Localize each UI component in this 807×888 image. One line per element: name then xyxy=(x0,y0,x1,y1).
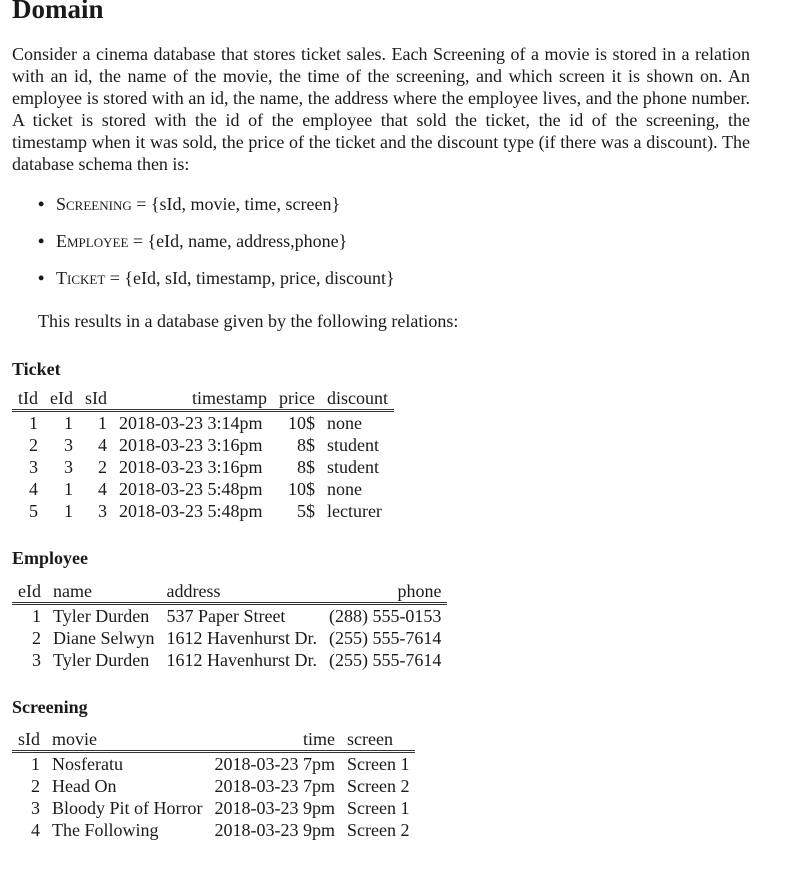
table-cell: Diane Selwyn xyxy=(52,628,155,648)
table-cell: 537 Paper Street xyxy=(166,606,286,626)
table-cell: Nosferatu xyxy=(52,754,123,774)
table-row xyxy=(12,627,447,649)
table-cell: 2018-03-23 5:48pm xyxy=(118,501,263,521)
table-cell: 1 xyxy=(97,413,107,433)
table-cell: 1 xyxy=(31,606,41,626)
column-header: price xyxy=(273,387,321,411)
column-header: address xyxy=(160,580,322,604)
table-cell: (255) 555-7614 xyxy=(328,628,442,648)
table-cell: 1 xyxy=(31,754,40,774)
ticket-table-title: Ticket xyxy=(12,359,61,379)
table-cell: student xyxy=(326,435,379,455)
table-header-row xyxy=(12,580,447,604)
column-header: movie xyxy=(46,728,209,752)
bullet-icon: • xyxy=(38,268,45,288)
table-cell: 1 xyxy=(29,413,38,433)
bullet-icon: • xyxy=(38,194,45,214)
table-row xyxy=(12,819,415,841)
table-cell: Tyler Durden xyxy=(52,606,150,626)
table-cell: Head On xyxy=(52,776,117,796)
table-cell: Screen 1 xyxy=(347,754,410,774)
table-cell: none xyxy=(326,413,362,433)
table-cell: Screen 1 xyxy=(347,798,410,818)
table-cell: 2 xyxy=(29,435,38,455)
screening-table xyxy=(12,728,415,841)
table-row xyxy=(12,500,394,522)
table-cell: lecturer xyxy=(326,501,382,521)
relation-definition: = {eId, name, address,phone} xyxy=(128,231,348,251)
column-header: eId xyxy=(12,580,47,604)
bullet-icon: • xyxy=(38,231,45,251)
table-cell: Bloody Pit of Horror xyxy=(52,798,203,818)
table-cell: 3 xyxy=(97,501,107,521)
table-row xyxy=(12,797,415,819)
description-paragraph: Consider a cinema database that stores ticket sales. Each Screening of a movie is stored in a relation with an id, the name of the movie, the time of the screening, and which screen it is shown on. An employee is stored with an id, the name, the address where the employee lives, and the phone number. A ticket is stored with the id of the employee that sold the ticket, the id of the screening, the timestamp when it was sold, the price of the ticket and the discount type (if there was a discount). The database schema then is: xyxy=(12,44,750,174)
table-cell: student xyxy=(326,457,379,477)
table-row xyxy=(12,456,394,478)
column-header: timestamp xyxy=(113,387,273,411)
employee-table-title: Employee xyxy=(12,548,88,568)
table-cell: 4 xyxy=(29,479,38,499)
ticket-table xyxy=(12,387,394,522)
table-cell: 2018-03-23 7pm xyxy=(214,776,335,796)
table-cell: (255) 555-7614 xyxy=(328,650,442,670)
table-row xyxy=(12,752,415,776)
schema-list xyxy=(38,194,395,305)
table-cell: 2 xyxy=(31,628,41,648)
relation-definition: = {sId, movie, time, screen} xyxy=(131,194,341,214)
column-header: name xyxy=(47,580,160,604)
table-cell: 4 xyxy=(97,479,107,499)
relation-name: Ticket xyxy=(56,268,106,288)
table-cell: Tyler Durden xyxy=(52,650,150,670)
column-header: phone xyxy=(323,580,447,604)
table-cell: 2018-03-23 5:48pm xyxy=(118,479,263,499)
table-header-row xyxy=(12,728,415,752)
table-cell: 2018-03-23 3:14pm xyxy=(118,413,263,433)
table-row xyxy=(12,434,394,456)
screening-table-title: Screening xyxy=(12,697,88,717)
column-header: time xyxy=(209,728,342,752)
table-cell: 10$ xyxy=(287,413,315,433)
table-row xyxy=(12,478,394,500)
column-header: tId xyxy=(12,387,44,411)
relation-name: Screening xyxy=(56,194,132,214)
table-cell: Screen 2 xyxy=(347,776,410,796)
table-cell: 2018-03-23 7pm xyxy=(214,754,335,774)
table-cell: 4 xyxy=(97,435,107,455)
column-header: discount xyxy=(321,387,394,411)
table-cell: 3 xyxy=(31,798,40,818)
table-cell: 8$ xyxy=(296,457,315,477)
table-header-row xyxy=(12,387,394,411)
table-row xyxy=(12,649,447,671)
column-header: sId xyxy=(12,728,46,752)
table-cell: 1612 Havenhurst Dr. xyxy=(166,628,317,648)
table-cell: Screen 2 xyxy=(347,820,410,840)
column-header: eId xyxy=(44,387,79,411)
table-row xyxy=(12,775,415,797)
table-cell: 2 xyxy=(31,776,40,796)
schema-item xyxy=(38,268,395,305)
employee-table xyxy=(12,580,447,671)
relations-intro: This results in a database given by the following relations: xyxy=(38,311,459,331)
schema-item xyxy=(38,194,395,231)
table-cell: 5$ xyxy=(296,501,315,521)
table-cell: 3 xyxy=(31,650,41,670)
table-cell: 3 xyxy=(63,435,73,455)
page-title: Domain xyxy=(12,0,104,24)
table-cell: 2018-03-23 3:16pm xyxy=(118,435,263,455)
table-cell: 8$ xyxy=(296,435,315,455)
table-cell: 2 xyxy=(97,457,107,477)
column-header: sId xyxy=(79,387,113,411)
table-cell: (288) 555-0153 xyxy=(328,606,442,626)
table-cell: 3 xyxy=(29,457,38,477)
table-cell: 10$ xyxy=(287,479,315,499)
table-cell: 1 xyxy=(63,501,73,521)
schema-item xyxy=(38,231,395,268)
table-cell: none xyxy=(326,479,362,499)
table-cell: 4 xyxy=(31,820,40,840)
table-cell: 1 xyxy=(63,479,73,499)
table-cell: 5 xyxy=(29,501,38,521)
table-cell: 2018-03-23 9pm xyxy=(214,820,335,840)
table-row xyxy=(12,411,394,435)
relation-name: Employee xyxy=(56,231,129,251)
table-cell: 2018-03-23 9pm xyxy=(214,798,335,818)
table-row xyxy=(12,604,447,628)
table-cell: 3 xyxy=(63,457,73,477)
column-header: screen xyxy=(341,728,415,752)
table-cell: The Following xyxy=(52,820,159,840)
table-cell: 1 xyxy=(63,413,73,433)
table-cell: 2018-03-23 3:16pm xyxy=(118,457,263,477)
table-cell: 1612 Havenhurst Dr. xyxy=(166,650,317,670)
relation-definition: = {eId, sId, timestamp, price, discount} xyxy=(105,268,395,288)
